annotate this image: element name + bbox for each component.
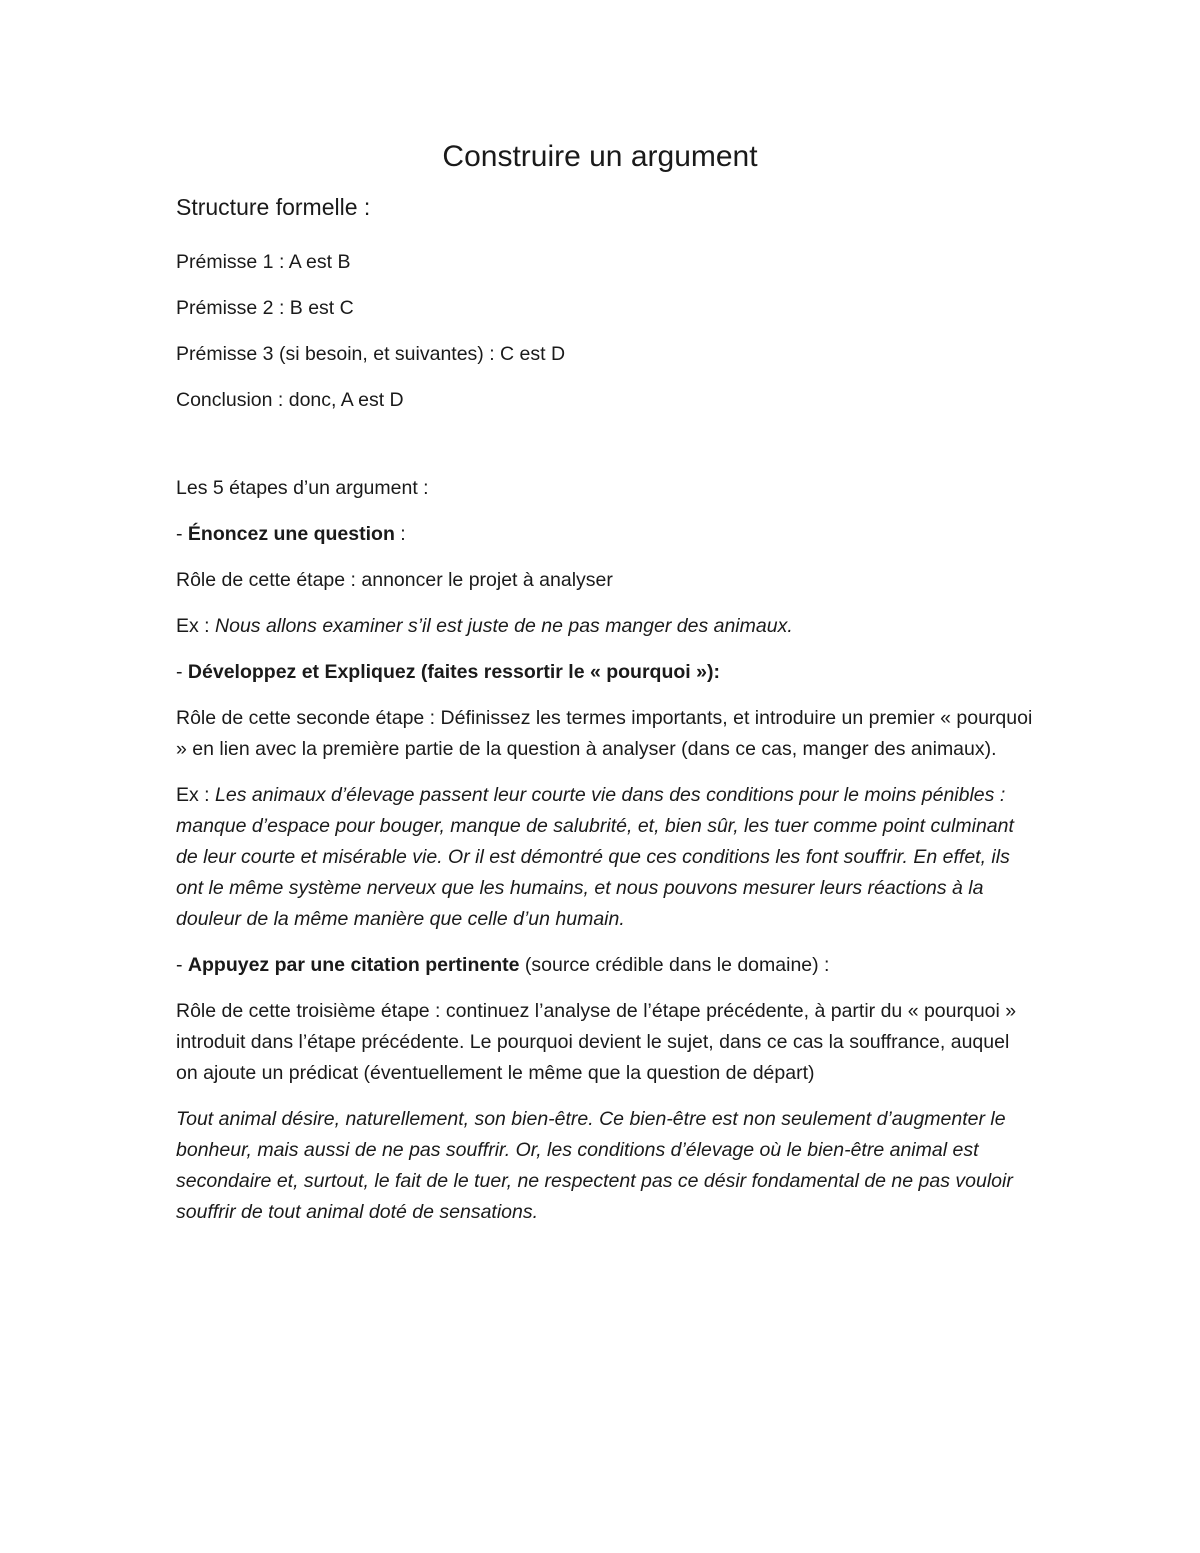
- step-2-dash: -: [176, 661, 188, 683]
- document-body: [176, 140, 1036, 1243]
- step-3-heading: [176, 950, 1036, 981]
- premise-1: Prémisse 1 : A est B: [176, 251, 351, 273]
- step-3-example-text: Tout animal désire, naturellement, son bien-être. Ce bien-être est non seulement d’augmenter le bonheur, mais aussi de ne pas souffrir. Or, les conditions d’élevage où le bien-être animal est secondaire et, surtout, le fait de le tuer, ne respectent pas ce désir fondamental de ne pas vouloir souffrir de tout animal doté de sensations.: [176, 1108, 1013, 1223]
- step-3-label: Appuyez par une citation pertinente: [187, 954, 520, 976]
- step-2-role: Rôle de cette seconde étape : Définissez les termes importants, et introduire un premier « pourquoi » en lien avec la première partie de la question à analyser (dans ce cas, manger des animaux).: [176, 707, 1033, 760]
- step-3-suffix: (source crédible dans le domaine) :: [519, 954, 830, 976]
- step-1-suffix: :: [394, 523, 406, 545]
- section-spacer: [176, 431, 1036, 473]
- premise-3: Prémisse 3 (si besoin, et suivantes) : C est D: [176, 343, 566, 365]
- step-2-heading: [176, 657, 1036, 688]
- step-3-dash: -: [176, 954, 188, 976]
- step-1-role: Rôle de cette étape : annoncer le projet à analyser: [176, 569, 613, 591]
- step-3-role: Rôle de cette troisième étape : continuez l’analyse de l’étape précédente, à partir du « pourquoi » introduit dans l’étape précédente. Le pourquoi devient le sujet, dans ce cas la souffrance, auquel on ajoute un prédicat (éventuellement le même que la question de départ): [176, 1000, 1017, 1084]
- page-title: Construire un argument: [442, 140, 758, 173]
- step-1-example: [176, 611, 1036, 642]
- step-1-example-text: Nous allons examiner s’il est juste de ne pas manger des animaux.: [215, 615, 793, 637]
- step-2-label: Développez et Expliquez (faites ressortir le « pourquoi »): [187, 661, 714, 683]
- steps-heading: Les 5 étapes d’un argument :: [176, 477, 429, 499]
- step-2-suffix: :: [713, 661, 720, 683]
- step-2-example: [176, 780, 1036, 935]
- step-2-example-prefix: Ex :: [176, 784, 216, 806]
- step-3-example: [176, 1104, 1036, 1228]
- step-1-dash: -: [176, 523, 188, 545]
- step-1-example-prefix: Ex :: [176, 615, 216, 637]
- conclusion: Conclusion : donc, A est D: [176, 389, 404, 411]
- structure-heading: Structure formelle :: [176, 194, 371, 220]
- step-1-heading: [176, 519, 1036, 550]
- step-2-example-text: Les animaux d’élevage passent leur courte vie dans des conditions pour le moins pénibles : manque d’espace pour bouger, manque de salubrité, et, bien sûr, les tuer comme point culminant de leur courte et misérable vie. Or il est démontré que ces conditions les font souffrir. En effet, ils ont le même système nerveux que les humains, et nous pouvons mesurer leurs réactions à la douleur de la même manière que celle d’un humain.: [176, 784, 1014, 930]
- premise-2: Prémisse 2 : B est C: [176, 297, 354, 319]
- step-1-label: Énoncez une question: [187, 523, 395, 545]
